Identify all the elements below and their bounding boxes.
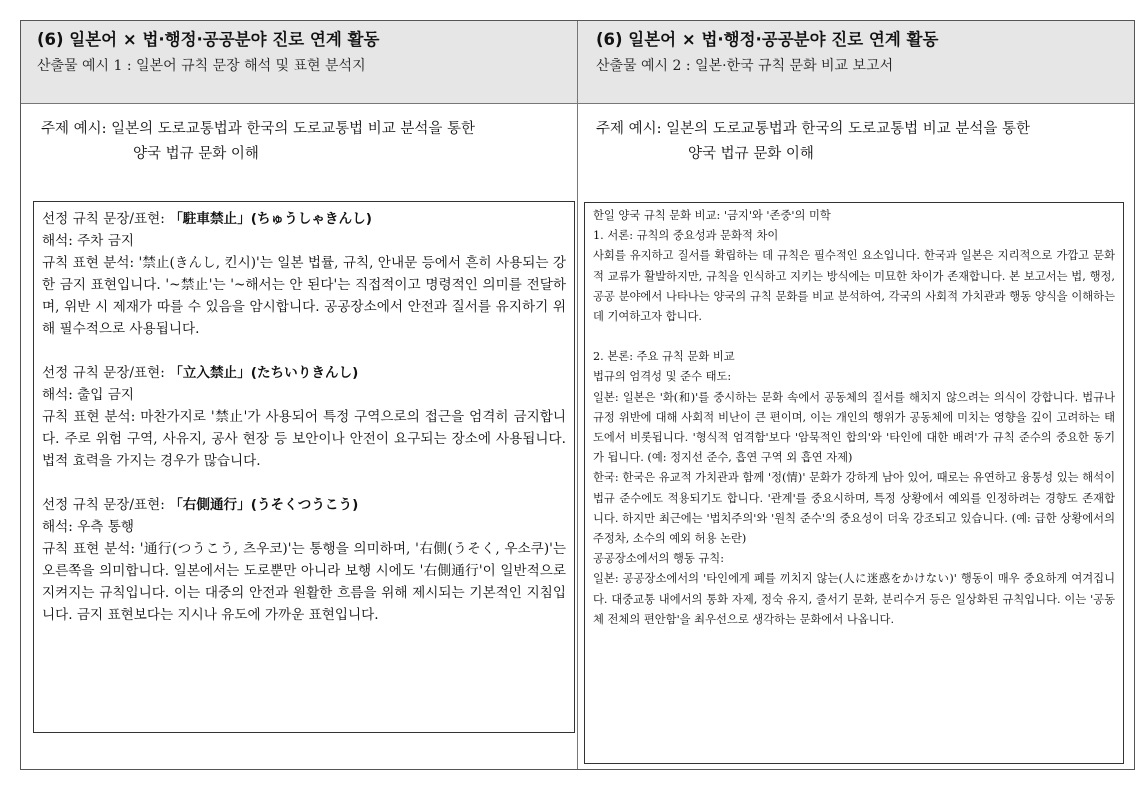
left-output-subtitle: 산출물 예시 1 : 일본어 규칙 문장 해석 및 표현 분석지: [37, 58, 366, 74]
selected-expression-label: 선정 규칙 문장/표현:: [42, 211, 170, 227]
selected-expression-value: 「右側通行」(うそくつうこう): [169, 497, 359, 513]
right-output-subtitle: 산출물 예시 2 : 일본·한국 규칙 문화 비교 보고서: [596, 58, 894, 74]
right-topic: [596, 117, 1124, 167]
left-activity-title: (6) 일본어 × 법·행정·공공분야 진로 연계 활동: [37, 30, 380, 49]
expression-analysis: 규칙 표현 분석: 마찬가지로 '禁止'가 사용되어 특정 구역으로의 접근을 엄격히 금지합니다. 주로 위험 구역, 사유지, 공사 현장 등 보안이나 안전이 요구되는 장소에 사용됩니다. 법적 효력을 가지는 경우가 많습니다.: [42, 409, 566, 469]
report-sub1-japan: 일본: 일본은 '화(和)'를 중시하는 문화 속에서 공동체의 질서를 해치지 않으려는 의식이 강합니다. 법규나 규정 위반에 대해 사회적 비난이 큰 편이며, 이는 개인의 행위가 공동체에 미치는 영향을 깊이 고려하는 태도에서 비롯됩니다. '형식적 엄격함'보다 '암묵적인 합의'와 '타인에 대한 배려'가 규칙 준수의 중요한 동기가 됩니다. (예: 정지선 준수, 흡연 구역 외 흡연 자제): [593, 390, 1115, 465]
comparison-report: [593, 206, 1115, 630]
expression-entry: [42, 494, 566, 626]
report-sub2-japan: 일본: 공공장소에서의 '타인에게 폐를 끼치지 않는(人に迷惑をかけない)' 행동이 매우 중요하게 여겨집니다. 대중교통 내에서의 통화 자제, 정숙 유지, 줄서기 문화, 분리수거 등은 일상화된 규칙입니다. 이는 '공동체 전체의 편안함'을 최우선으로 생각하는 문화에서 나옵니다.: [593, 572, 1115, 626]
comparison-report-box: [584, 202, 1124, 764]
report-section2-title: 2. 본론: 주요 규칙 문화 비교: [593, 350, 735, 364]
expression-entry: [42, 208, 566, 340]
expression-analysis-box: [33, 201, 575, 733]
selected-expression-line: [42, 494, 566, 516]
report-sub2-title: 공공장소에서의 행동 규칙:: [593, 552, 725, 566]
expression-analysis: 규칙 표현 분석: '禁止(きんし, 킨시)'는 일본 법률, 규칙, 안내문 등에서 흔히 사용되는 강한 금지 표현입니다. '~禁止'는 '~해서는 안 된다'는 직접적이고 명령적인 의미를 전달하며, 위반 시 제재가 따를 수 있음을 암시합니다. 공공장소에서 안전과 질서를 유지하기 위해 필수적으로 사용됩니다.: [42, 255, 566, 337]
column-divider: [577, 21, 578, 769]
selected-expression-value: 「駐車禁止」(ちゅうしゃきんし): [169, 211, 372, 227]
selected-expression-line: [42, 208, 566, 230]
report-section1-title: 1. 서론: 규칙의 중요성과 문화적 차이: [593, 229, 779, 243]
left-topic-label: 주제 예시:: [41, 121, 107, 137]
left-topic: [41, 117, 569, 167]
expression-meaning: 해석: 주차 금지: [42, 233, 135, 249]
expression-entry: [42, 362, 566, 472]
document-sheet: [20, 20, 1135, 770]
right-header: [578, 21, 1136, 103]
selected-expression-label: 선정 규칙 문장/표현:: [42, 497, 170, 513]
selected-expression-line: [42, 362, 566, 384]
report-sub1-korea: 한국: 한국은 유교적 가치관과 함께 '정(情)' 문화가 강하게 남아 있어, 때로는 유연하고 융통성 있는 해석이 법규 준수에도 적용되기도 합니다. '관계'를 중요시하며, 특정 상황에서 예외를 인정하려는 경향도 존재합니다. 하지만 최근에는 '법치주의'와 '원칙 준수'의 중요성이 더욱 강조되고 있습니다. (예: 급한 상황에서의 주정차, 소수의 예외 허용 논란): [593, 471, 1115, 546]
expression-meaning: 해석: 출입 금지: [42, 387, 135, 403]
right-topic-label: 주제 예시:: [596, 121, 662, 137]
right-topic-line1: 일본의 도로교통법과 한국의 도로교통법 비교 분석을 통한: [666, 121, 1030, 137]
selected-expression-value: 「立入禁止」(たちいりきんし): [169, 365, 359, 381]
right-activity-title: (6) 일본어 × 법·행정·공공분야 진로 연계 활동: [596, 30, 939, 49]
left-header: [21, 21, 577, 103]
expression-meaning: 해석: 우측 통행: [42, 519, 135, 535]
report-heading: 한일 양국 규칙 문화 비교: '금지'와 '존중'의 미학: [593, 209, 831, 222]
report-section1-body: 사회를 유지하고 질서를 확립하는 데 규칙은 필수적인 요소입니다. 한국과 일본은 지리적으로 가깝고 문화적 교류가 활발하지만, 규칙을 인식하고 지키는 방식에는 미묘한 차이가 존재합니다. 본 보고서는 법, 행정, 공공 분야에서 나타나는 양국의 규칙 문화를 비교 분석하여, 각국의 사회적 가치관과 행동 양식을 이해하는 데 기여하고자 합니다.: [593, 249, 1115, 324]
left-topic-line1: 일본의 도로교통법과 한국의 도로교통법 비교 분석을 통한: [111, 121, 475, 137]
expression-analysis: 규칙 표현 분석: '通行(つうこう, 츠우코)'는 통행을 의미하며, '右側(うそく, 우소쿠)'는 오른쪽을 의미합니다. 일본에서는 도로뿐만 아니라 보행 시에도 '右側通行'이 일반적으로 지켜지는 규칙입니다. 이는 대중의 안전과 원활한 흐름을 위해 제시되는 기본적인 지침입니다. 금지 표현보다는 지시나 유도에 가까운 표현입니다.: [42, 541, 566, 623]
left-topic-line2: 양국 법규 문화 이해: [133, 146, 259, 162]
right-topic-line2: 양국 법규 문화 이해: [688, 146, 814, 162]
selected-expression-label: 선정 규칙 문장/표현:: [42, 365, 170, 381]
report-spacer: [593, 327, 1115, 347]
report-sub1-title: 법규의 엄격성 및 준수 태도:: [593, 370, 732, 384]
